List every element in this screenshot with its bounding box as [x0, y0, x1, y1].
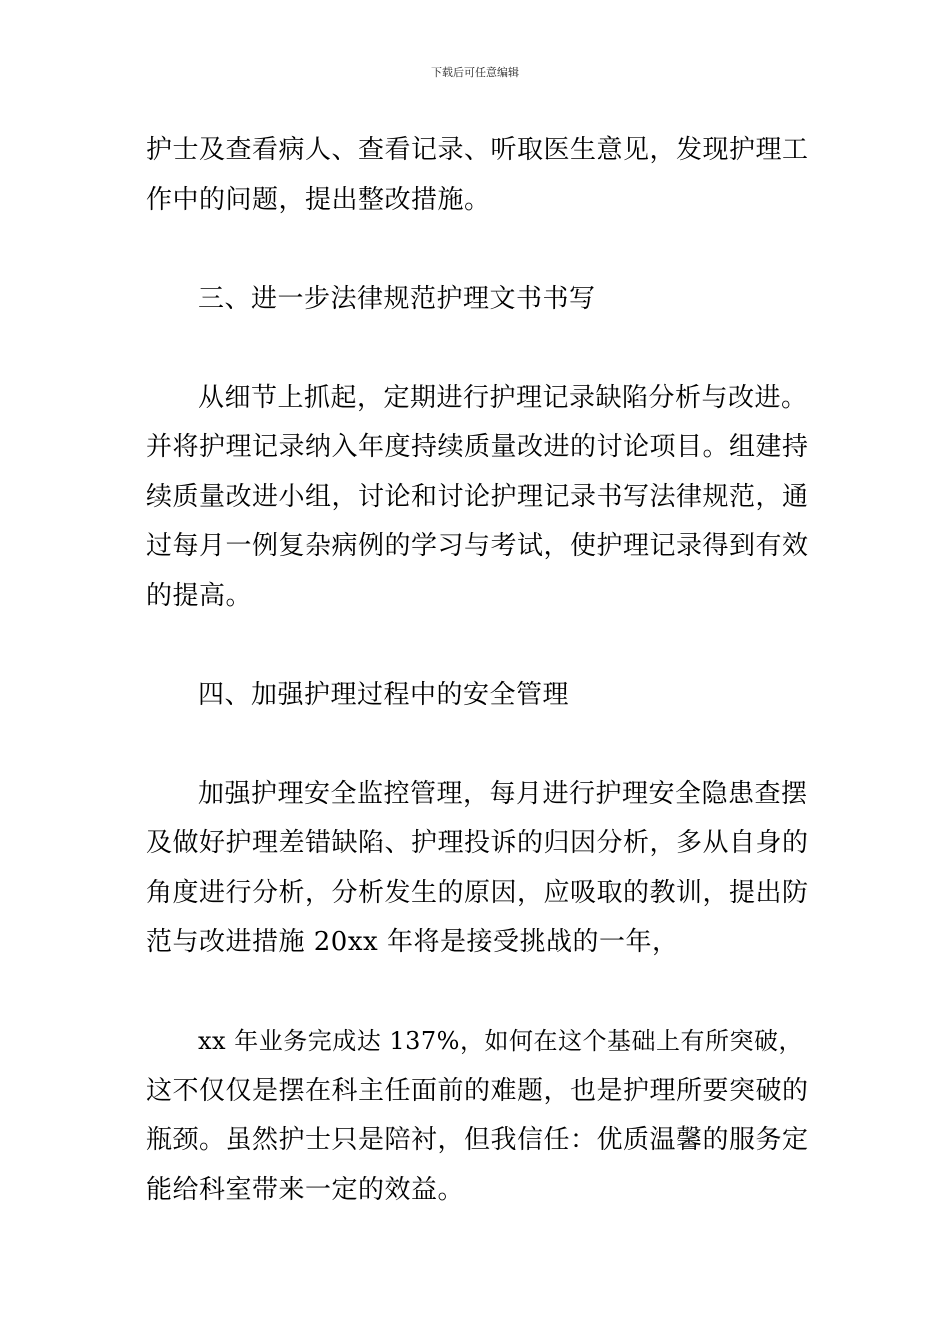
paragraph-inspection-continued: [146, 126, 810, 225]
text-line: 从细节上抓起，定期进行护理记录缺陷分析与改进。: [198, 382, 808, 413]
paragraph-business-results: [146, 1017, 810, 1215]
text-line: 范与改进措施 20xx 年将是接受挑战的一年，: [146, 927, 679, 957]
text-line: 瓶颈。虽然护士只是陪衬，但我信任：优质温馨的服务定: [146, 1125, 809, 1155]
text-line: 作中的问题，提出整改措施。: [146, 184, 491, 215]
text-line: 加强护理安全监控管理，每月进行护理安全隐患查摆: [198, 778, 808, 809]
heading-text: 三、进一步法律规范护理文书书写: [198, 283, 596, 314]
paragraph-record-writing: [146, 374, 810, 622]
text-line: 过每月一例复杂病例的学习与考试，使护理记录得到有效: [146, 531, 809, 561]
text-line: 角度进行分析，分析发生的原因，应吸取的教训，提出防: [146, 877, 809, 908]
text-line: 并将护理记录纳入年度持续质量改进的讨论项目。组建持: [146, 432, 809, 462]
text-line: xx 年业务完成达 137%，如何在这个基础上有所突破，: [198, 1027, 803, 1055]
heading-text: 四、加强护理过程中的安全管理: [198, 679, 570, 710]
text-line: 护士及查看病人、查看记录、听取医生意见，发现护理工: [146, 135, 809, 165]
section-heading-3: [146, 275, 810, 325]
text-line: 续质量改进小组，讨论和讨论护理记录书写法律规范，通: [146, 481, 809, 512]
text-line: 能给科室带来一定的效益。: [146, 1174, 465, 1205]
text-line: 这不仅仅是摆在科主任面前的难题，也是护理所要突破的: [146, 1075, 809, 1106]
page-header: 下载后可任意编辑: [431, 66, 519, 79]
text-line: 及做好护理差错缺陷、护理投诉的归因分析，多从自身的: [146, 828, 809, 858]
section-heading-4: [146, 671, 810, 721]
paragraph-safety-management: [146, 770, 810, 968]
text-line: 的提高。: [146, 580, 253, 611]
document-body: [146, 126, 810, 1215]
